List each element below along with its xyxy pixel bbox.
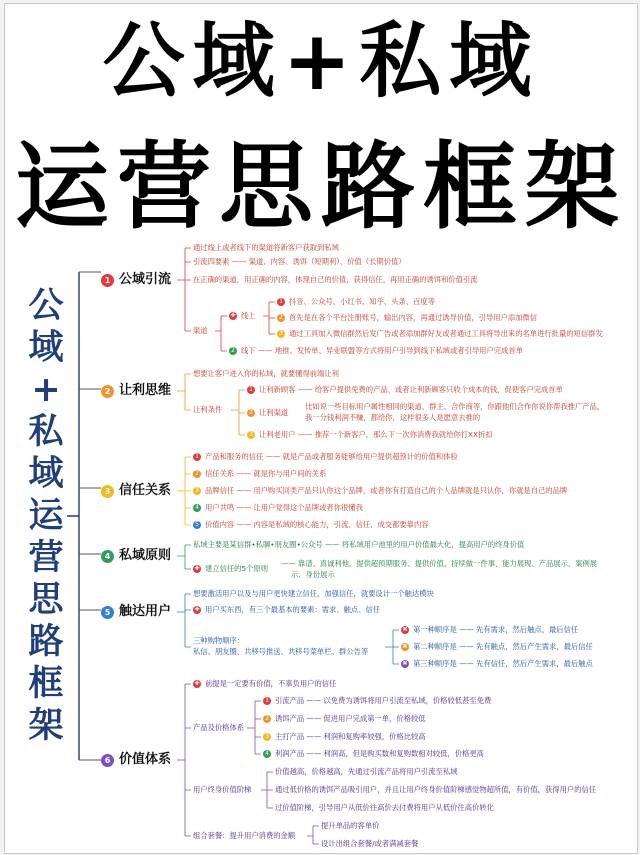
s6-combo-item: 设计出组合套餐/或者满减套餐 xyxy=(321,839,419,848)
s2-item-label: 让利老用户 xyxy=(259,430,296,439)
side-char: 营 xyxy=(28,538,64,578)
item-dot: 4 xyxy=(263,750,271,758)
item-dot: 3 xyxy=(193,487,201,495)
s1-line: 引流四要素 —— 渠道、内容、诱饵（短期利）、价值（长期价值） xyxy=(193,257,406,266)
s3-item-text: —— 就是产品或者服务能够给用户提供超预计的价值和体验 xyxy=(265,452,458,461)
item-dot: 3 xyxy=(247,431,255,439)
s3-item-text: —— 让用户觉得这个品牌或者你很懂我 xyxy=(236,503,363,512)
side-char: 思 xyxy=(28,580,64,620)
s3-item xyxy=(205,503,363,513)
s5-seq-label: 三种购物顺序： xyxy=(193,636,245,645)
s3-item-text: —— 用户购买同类产品只认你这个品牌，或者你有打造自己的个人品牌就是只认你，你就是自己的品牌 xyxy=(236,486,568,495)
s6-pp-text: —— 以免费为诱饵将用户引流至私域，价格较低甚至免费 xyxy=(306,696,492,705)
item-dot: 2 xyxy=(247,409,255,417)
section-badge: 2 xyxy=(101,385,114,398)
s6-pp-name: 利润产品 xyxy=(275,749,305,758)
side-char: 架 xyxy=(28,706,64,746)
s6-pp-text: —— 利润高，但是购买数和复购数相对较低，价格更高 xyxy=(306,749,484,758)
s6-premise: 前提是一定要有价值，不辜负用户的信任 xyxy=(205,679,337,688)
s5-line: 想要激活用户以及与用户更快建立信任、加强信任，就要设计一个触达模块 xyxy=(193,589,434,598)
s3-item-text: —— 内容是私域的核心能力，引流、信任、成交都要靠内容 xyxy=(236,520,429,529)
s2-item xyxy=(259,430,493,440)
s6-pp-name: 主打产品 xyxy=(275,732,305,741)
s3-item-label: 信任关系 xyxy=(205,469,235,478)
s6-pp-name: 引流产品 xyxy=(275,696,305,705)
side-char: 框 xyxy=(28,664,64,704)
s4-sub-label: 建立信任的5个原则 xyxy=(205,564,269,573)
item-dot: 1 xyxy=(247,386,255,394)
side-char: + xyxy=(31,370,61,410)
s5-seq xyxy=(413,642,593,652)
section-title: 触达用户 xyxy=(119,604,172,619)
title-line-2: 运营思路框架 xyxy=(14,133,627,242)
s5-line: 用户买东西，有三个最基本的要素：需求、触点、信任 xyxy=(205,605,381,614)
side-char: 公 xyxy=(28,286,64,326)
section-title: 公域引流 xyxy=(119,272,172,287)
s6-pp-item xyxy=(275,749,484,759)
online-dot: ✚ xyxy=(230,312,236,319)
item-dot: ✚ xyxy=(194,565,200,572)
s4-line: 私域主要是某信群•私聊•朋友圈•公众号 —— 将私域用户池里的用户价值最大化，提高用户的终身价值 xyxy=(193,540,525,549)
s2-item-label: 让利新顾客 xyxy=(259,385,296,394)
section-badge: 5 xyxy=(101,606,114,619)
s1-online-item: 通过工具加入微信群然后发广告或者添加群好友或者通过工具将导出来的名单进行批量的短信群发 xyxy=(289,329,603,338)
s4-sub-text: 示、身份展示 xyxy=(291,570,335,579)
item-dot: ✚ xyxy=(194,680,200,687)
s2-item-text: 比如说一些目标用户属性相同的渠道、群主、合作商等，你跟他们合作你说你帮我推广产品， xyxy=(305,402,605,411)
s5-seq xyxy=(413,625,578,635)
s5-seq-label: 私信、朋友圈、共移号推送、共移号菜单栏、群公告等 xyxy=(193,647,369,656)
title-line-1: 公域+私域 xyxy=(102,14,540,109)
s6-combo-label: 组合套餐：提升用户消费的金额 xyxy=(193,831,296,840)
side-char: 运 xyxy=(28,496,64,536)
item-dot: 2 xyxy=(263,715,271,723)
item-dot: 2 xyxy=(277,314,285,322)
item-dot: 1 xyxy=(263,697,271,705)
s1-online-item: 抖音、公众号、小红书、知乎、头条、百度等 xyxy=(289,297,435,306)
s2-item-text: 我一分钱利润不赚，都给你，这样很多人是愿意去推的 xyxy=(305,413,481,422)
s5-seq-name: 第三种顺序是 xyxy=(413,659,457,668)
s2-cond: 让利条件 xyxy=(193,405,223,414)
item-dot: 3 xyxy=(277,330,285,338)
s3-item-label: 品牌信任 xyxy=(205,486,235,495)
item-dot: 4 xyxy=(193,504,201,512)
s6-pp-label: 产品及价格体系 xyxy=(193,723,245,732)
s3-item-label: 用户共鸣 xyxy=(205,503,235,512)
s6-pp-text: —— 促进用户完成第一单，价格较低 xyxy=(306,714,426,723)
section-title: 私域原则 xyxy=(119,548,172,563)
s1-line: 通过线上或者线下的渠道将新客户获取到私域 xyxy=(193,243,339,252)
side-char: 域 xyxy=(28,328,64,368)
s6-ladder-item: 过价值阶梯，引导用户从低价往高价去付费将用户从低价往高价转化 xyxy=(275,803,494,812)
s2-line: 想要让客户进入你的私域，就要懂得前端让利 xyxy=(193,369,339,378)
s3-item-label: 产品和服务的信任 xyxy=(205,452,264,461)
s5-seq-name: 第二种顺序是 xyxy=(413,642,457,651)
section-title: 信任关系 xyxy=(119,483,172,498)
section-title: 让利思维 xyxy=(119,383,172,398)
s5-seq-text: —— 先有需求，然后触点，最后信任 xyxy=(459,625,579,634)
s1-line: 在正确的渠道，用正确的内容，体现自己的价值，获得信任，再用正确的诱饵和价值引流 xyxy=(193,275,478,284)
s6-pp-item xyxy=(275,714,426,724)
s6-ladder-item: 通过低价格的诱饵产品吸引用户，并且让用户终身价值阶梯感觉物超所值，有价值，获得用户的信任 xyxy=(275,785,597,794)
section-badge: 3 xyxy=(101,485,114,498)
item-dot: ✚ xyxy=(194,606,200,613)
section-title: 价值体系 xyxy=(119,752,172,767)
section-badge: 4 xyxy=(101,550,114,563)
s2-item-text: —— 推荐一个新客户，那么下一次你消费我就给你打XX折扣 xyxy=(297,430,493,439)
offline-dot: 2 xyxy=(229,347,237,355)
item-dot: 1 xyxy=(277,298,285,306)
s1-online-item: 首先是在各个平台注册账号，输出内容，再通过诱导价值，引导用户添加微信 xyxy=(289,313,538,322)
section-badge: 6 xyxy=(101,754,114,767)
s5-seq-text: —— 先有触点，然后产生需求，最后信任 xyxy=(459,642,593,651)
item-dot: ✖ xyxy=(402,626,408,633)
s2-item-text: —— 给客户提供免费的产品，或者让利新顾客只收个成本的钱，促使客户完成首单 xyxy=(297,385,563,394)
s3-item xyxy=(205,469,326,479)
s6-pp-item xyxy=(275,696,491,706)
s1-offline: 线下 —— 地推、发传单、异业联盟等方式将用户引导到线下私域或者引导用户完成首单 xyxy=(241,346,523,355)
s5-seq xyxy=(413,659,593,669)
side-char: 私 xyxy=(28,412,64,452)
mindmap-page xyxy=(4,3,638,854)
item-dot: 3 xyxy=(263,733,271,741)
s6-pp-item xyxy=(275,732,426,742)
s1-channel: 渠道 xyxy=(193,326,208,335)
s2-item xyxy=(259,385,563,395)
s6-pp-name: 诱饵产品 xyxy=(275,714,305,723)
item-dot: ✖ xyxy=(402,643,408,650)
s3-item xyxy=(205,452,458,462)
side-char: 域 xyxy=(28,454,64,494)
section-badge: 1 xyxy=(101,274,114,287)
side-char: 路 xyxy=(28,622,64,662)
item-dot: ✖ xyxy=(402,660,408,667)
s5-seq-name: 第一种顺序是 xyxy=(413,625,457,634)
s5-seq-text: —— 先有信任，然后产生需求，最后触点 xyxy=(459,659,593,668)
s3-item-label: 价值内容 xyxy=(205,520,235,529)
s4-sub-text: —— 靠谱、真诚利他、提供超预期服务、提供价值、持续做一件事、能力展现、产品展示、案例展 xyxy=(281,559,598,568)
s6-ladder-label: 用户终身价值阶梯 xyxy=(193,785,252,794)
s3-item-text: —— 就是你与用户间的关系 xyxy=(236,469,327,478)
s6-combo-item: 提升单品的客单价 xyxy=(321,821,380,830)
s6-pp-text: —— 利润和复购率较强，价格比较高 xyxy=(306,732,426,741)
s2-item-label: 让利渠道 xyxy=(259,408,289,417)
item-dot: 5 xyxy=(193,521,201,529)
s3-item xyxy=(205,486,567,496)
item-dot: 2 xyxy=(193,470,201,478)
item-dot: 1 xyxy=(193,453,201,461)
s1-online: 线上 xyxy=(241,311,256,320)
s3-item xyxy=(205,520,429,530)
s6-ladder-item: 价值越高，价格越高，先通过引流产品将用户引流至私域 xyxy=(275,767,458,776)
connector-lines xyxy=(5,4,637,853)
